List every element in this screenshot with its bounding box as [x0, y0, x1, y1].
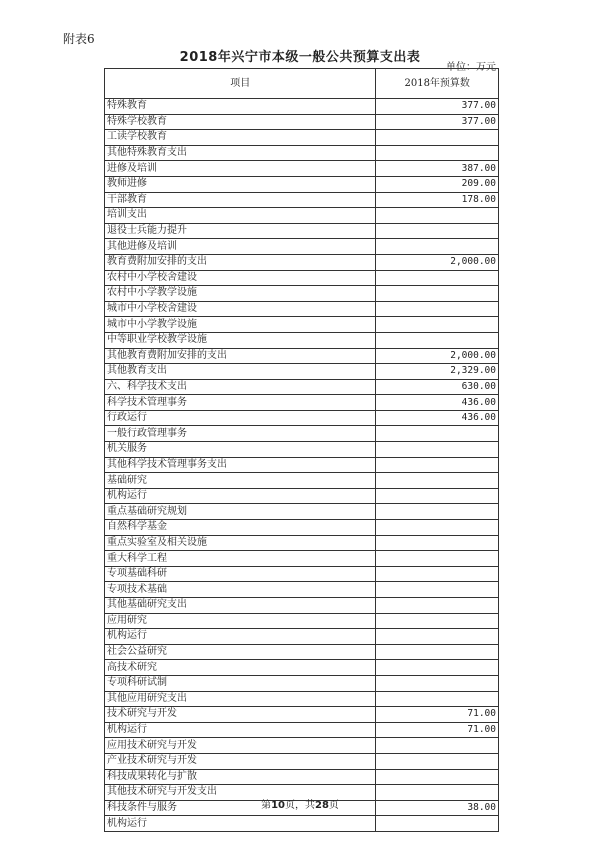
row-item-label: 特殊学校教育: [105, 114, 376, 130]
row-item-label: 特殊教育: [105, 99, 376, 115]
row-budget-value: [376, 488, 499, 504]
row-item-label: 教师进修: [105, 176, 376, 192]
row-item-label: 其他特殊教育支出: [105, 145, 376, 161]
row-budget-value: 2,000.00: [376, 254, 499, 270]
table-row: [105, 161, 499, 177]
table-row: [105, 769, 499, 785]
row-budget-value: [376, 613, 499, 629]
row-item-label: 专项技术基础: [105, 582, 376, 598]
row-budget-value: 71.00: [376, 707, 499, 723]
row-budget-value: 436.00: [376, 395, 499, 411]
table-row: [105, 691, 499, 707]
column-header-item: 项目: [105, 69, 376, 99]
table-row: [105, 442, 499, 458]
table-row: [105, 738, 499, 754]
row-item-label: 科学技术管理事务: [105, 395, 376, 411]
row-budget-value: [376, 145, 499, 161]
row-item-label: 机构运行: [105, 488, 376, 504]
row-item-label: 培训支出: [105, 208, 376, 224]
row-budget-value: [376, 286, 499, 302]
row-budget-value: [376, 535, 499, 551]
row-budget-value: 436.00: [376, 410, 499, 426]
row-item-label: 其他进修及培训: [105, 239, 376, 255]
row-budget-value: [376, 473, 499, 489]
table-row: [105, 816, 499, 832]
row-item-label: 科技成果转化与扩散: [105, 769, 376, 785]
table-header-row: [105, 69, 499, 99]
table-row: [105, 192, 499, 208]
row-budget-value: [376, 566, 499, 582]
row-budget-value: [376, 426, 499, 442]
table-row: [105, 208, 499, 224]
row-budget-value: 377.00: [376, 114, 499, 130]
table-row: [105, 722, 499, 738]
row-budget-value: [376, 551, 499, 567]
row-item-label: 其他基础研究支出: [105, 598, 376, 614]
table-row: [105, 660, 499, 676]
row-budget-value: [376, 223, 499, 239]
table-row: [105, 707, 499, 723]
table-row: [105, 130, 499, 146]
table-row: [105, 317, 499, 333]
row-item-label: 应用研究: [105, 613, 376, 629]
row-item-label: 产业技术研究与开发: [105, 753, 376, 769]
row-item-label: 自然科学基金: [105, 520, 376, 536]
row-item-label: 重大科学工程: [105, 551, 376, 567]
row-budget-value: 38.00: [376, 800, 499, 816]
row-budget-value: [376, 504, 499, 520]
table-row: [105, 644, 499, 660]
footer-suffix: 页: [328, 800, 339, 811]
row-item-label: 高技术研究: [105, 660, 376, 676]
row-budget-value: 2,329.00: [376, 364, 499, 380]
row-budget-value: [376, 582, 499, 598]
footer-prefix: 第: [261, 800, 272, 811]
row-item-label: 重点基础研究规划: [105, 504, 376, 520]
row-budget-value: [376, 644, 499, 660]
row-item-label: 农村中小学教学设施: [105, 286, 376, 302]
row-budget-value: [376, 457, 499, 473]
row-item-label: 基础研究: [105, 473, 376, 489]
row-item-label: 其他科学技术管理事务支出: [105, 457, 376, 473]
total-page-count: 28: [315, 800, 329, 811]
row-budget-value: [376, 816, 499, 832]
row-item-label: 其他教育费附加安排的支出: [105, 348, 376, 364]
row-budget-value: [376, 738, 499, 754]
attachment-label: 附表6: [63, 32, 95, 46]
current-page-number: 10: [271, 800, 285, 811]
row-item-label: 社会公益研究: [105, 644, 376, 660]
table-row: [105, 410, 499, 426]
row-budget-value: [376, 520, 499, 536]
table-row: [105, 473, 499, 489]
row-budget-value: [376, 675, 499, 691]
row-budget-value: [376, 332, 499, 348]
row-budget-value: [376, 239, 499, 255]
row-budget-value: [376, 317, 499, 333]
table-row: [105, 395, 499, 411]
unit-label: 单位：万元: [446, 62, 496, 73]
table-title: 2018年兴宁市本级一般公共预算支出表: [179, 50, 421, 65]
row-item-label: 农村中小学校舍建设: [105, 270, 376, 286]
table-row: [105, 364, 499, 380]
row-budget-value: [376, 442, 499, 458]
table-row: [105, 145, 499, 161]
row-item-label: 机构运行: [105, 816, 376, 832]
row-budget-value: [376, 769, 499, 785]
row-item-label: 六、科学技术支出: [105, 379, 376, 395]
row-budget-value: 71.00: [376, 722, 499, 738]
row-item-label: 专项科研试制: [105, 675, 376, 691]
table-row: [105, 457, 499, 473]
row-item-label: 其他技术研究与开发支出: [105, 785, 376, 801]
column-header-budget: 2018年预算数: [376, 69, 499, 99]
row-item-label: 机构运行: [105, 722, 376, 738]
table-row: [105, 753, 499, 769]
table-row: [105, 332, 499, 348]
table-row: [105, 223, 499, 239]
row-budget-value: 178.00: [376, 192, 499, 208]
row-budget-value: [376, 753, 499, 769]
table-row: [105, 286, 499, 302]
row-budget-value: [376, 130, 499, 146]
row-budget-value: 630.00: [376, 379, 499, 395]
table-row: [105, 270, 499, 286]
table-row: [105, 239, 499, 255]
row-budget-value: 387.00: [376, 161, 499, 177]
row-budget-value: [376, 691, 499, 707]
table-row: [105, 520, 499, 536]
row-item-label: 科技条件与服务: [105, 800, 376, 816]
row-budget-value: [376, 629, 499, 645]
row-item-label: 城市中小学校舍建设: [105, 301, 376, 317]
table-row: [105, 379, 499, 395]
footer-middle: 页，共: [285, 800, 315, 811]
table-row: [105, 629, 499, 645]
row-item-label: 重点实验室及相关设施: [105, 535, 376, 551]
row-item-label: 一般行政管理事务: [105, 426, 376, 442]
table-row: [105, 488, 499, 504]
row-item-label: 退役士兵能力提升: [105, 223, 376, 239]
table-row: [105, 348, 499, 364]
row-item-label: 进修及培训: [105, 161, 376, 177]
table-row: [105, 301, 499, 317]
row-item-label: 专项基础科研: [105, 566, 376, 582]
row-item-label: 行政运行: [105, 410, 376, 426]
page-footer: [0, 796, 600, 811]
table-row: [105, 551, 499, 567]
table-row: [105, 504, 499, 520]
table-row: [105, 254, 499, 270]
row-budget-value: [376, 660, 499, 676]
row-item-label: 应用技术研究与开发: [105, 738, 376, 754]
row-item-label: 其他教育支出: [105, 364, 376, 380]
row-budget-value: 377.00: [376, 99, 499, 115]
row-budget-value: 2,000.00: [376, 348, 499, 364]
row-item-label: 技术研究与开发: [105, 707, 376, 723]
row-item-label: 城市中小学教学设施: [105, 317, 376, 333]
table-row: [105, 426, 499, 442]
table-row: [105, 566, 499, 582]
table-row: [105, 613, 499, 629]
table-row: [105, 535, 499, 551]
row-item-label: 机关服务: [105, 442, 376, 458]
table-row: [105, 675, 499, 691]
row-budget-value: [376, 598, 499, 614]
table-row: [105, 176, 499, 192]
table-row: [105, 99, 499, 115]
row-item-label: 中等职业学校教学设施: [105, 332, 376, 348]
row-item-label: 教育费附加安排的支出: [105, 254, 376, 270]
table-row: [105, 114, 499, 130]
row-budget-value: [376, 270, 499, 286]
table-row: [105, 598, 499, 614]
row-budget-value: [376, 208, 499, 224]
row-item-label: 工读学校教育: [105, 130, 376, 146]
row-item-label: 干部教育: [105, 192, 376, 208]
row-item-label: 其他应用研究支出: [105, 691, 376, 707]
row-item-label: 机构运行: [105, 629, 376, 645]
budget-table: [104, 68, 499, 832]
row-budget-value: 209.00: [376, 176, 499, 192]
row-budget-value: [376, 301, 499, 317]
table-row: [105, 582, 499, 598]
